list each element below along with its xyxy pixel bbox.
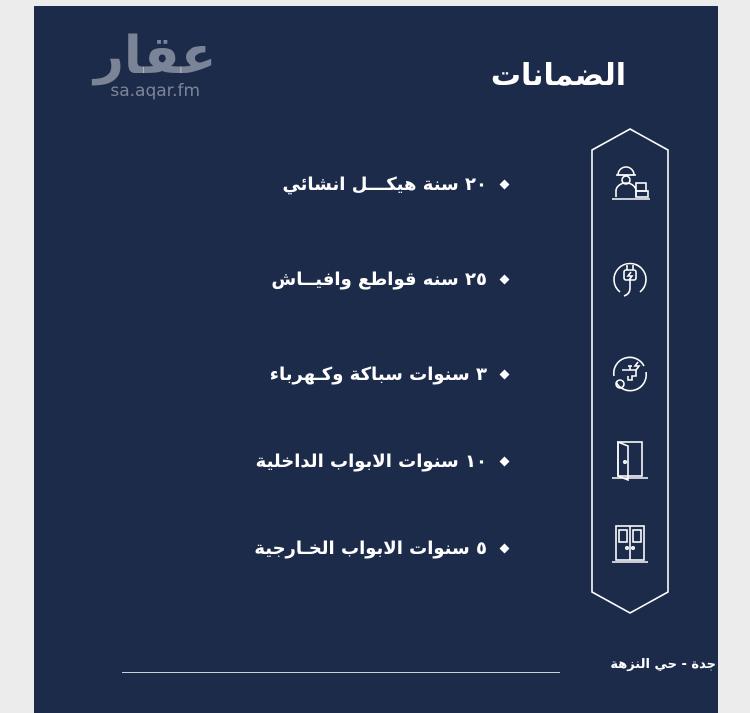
page-title: الضمانات: [490, 58, 626, 93]
diamond-bullet-icon: [500, 543, 510, 553]
diamond-bullet-icon: [500, 179, 510, 189]
guarantee-label: ٢٥ سنه قواطع وافيــاش: [271, 268, 487, 290]
guarantee-item-interior-doors: [256, 446, 508, 476]
aqar-watermark: [94, 28, 216, 100]
guarantees-card: [34, 6, 718, 713]
diamond-bullet-icon: [500, 456, 510, 466]
guarantee-label: ٥ سنوات الابواب الخـارجية: [254, 537, 487, 559]
guarantee-label: ٣ سنوات سباكة وكـهرباء: [269, 363, 487, 385]
guarantee-item-plumbing: [270, 359, 508, 389]
exterior-double-door-icon: [606, 520, 654, 568]
footer-divider: [122, 672, 560, 673]
construction-worker-icon: [606, 159, 654, 207]
diamond-bullet-icon: [500, 369, 510, 379]
diamond-bullet-icon: [500, 274, 510, 284]
watermark-url: sa.aqar.fm: [110, 81, 201, 101]
guarantee-item-exterior-doors: [254, 533, 508, 563]
guarantee-item-switches: [271, 264, 508, 294]
electric-plug-icon: [606, 254, 654, 302]
interior-door-icon: [606, 436, 654, 484]
guarantee-item-structure: [282, 169, 508, 199]
watermark-logo: عقار: [94, 26, 217, 86]
location-label: جدة - حي النزهة: [610, 657, 716, 672]
plumbing-electric-icon: [606, 350, 654, 398]
guarantee-label: ١٠ سنوات الابواب الداخلية: [255, 450, 487, 472]
guarantee-label: ٢٠ سنة هيكـــل انشائي: [282, 173, 487, 195]
